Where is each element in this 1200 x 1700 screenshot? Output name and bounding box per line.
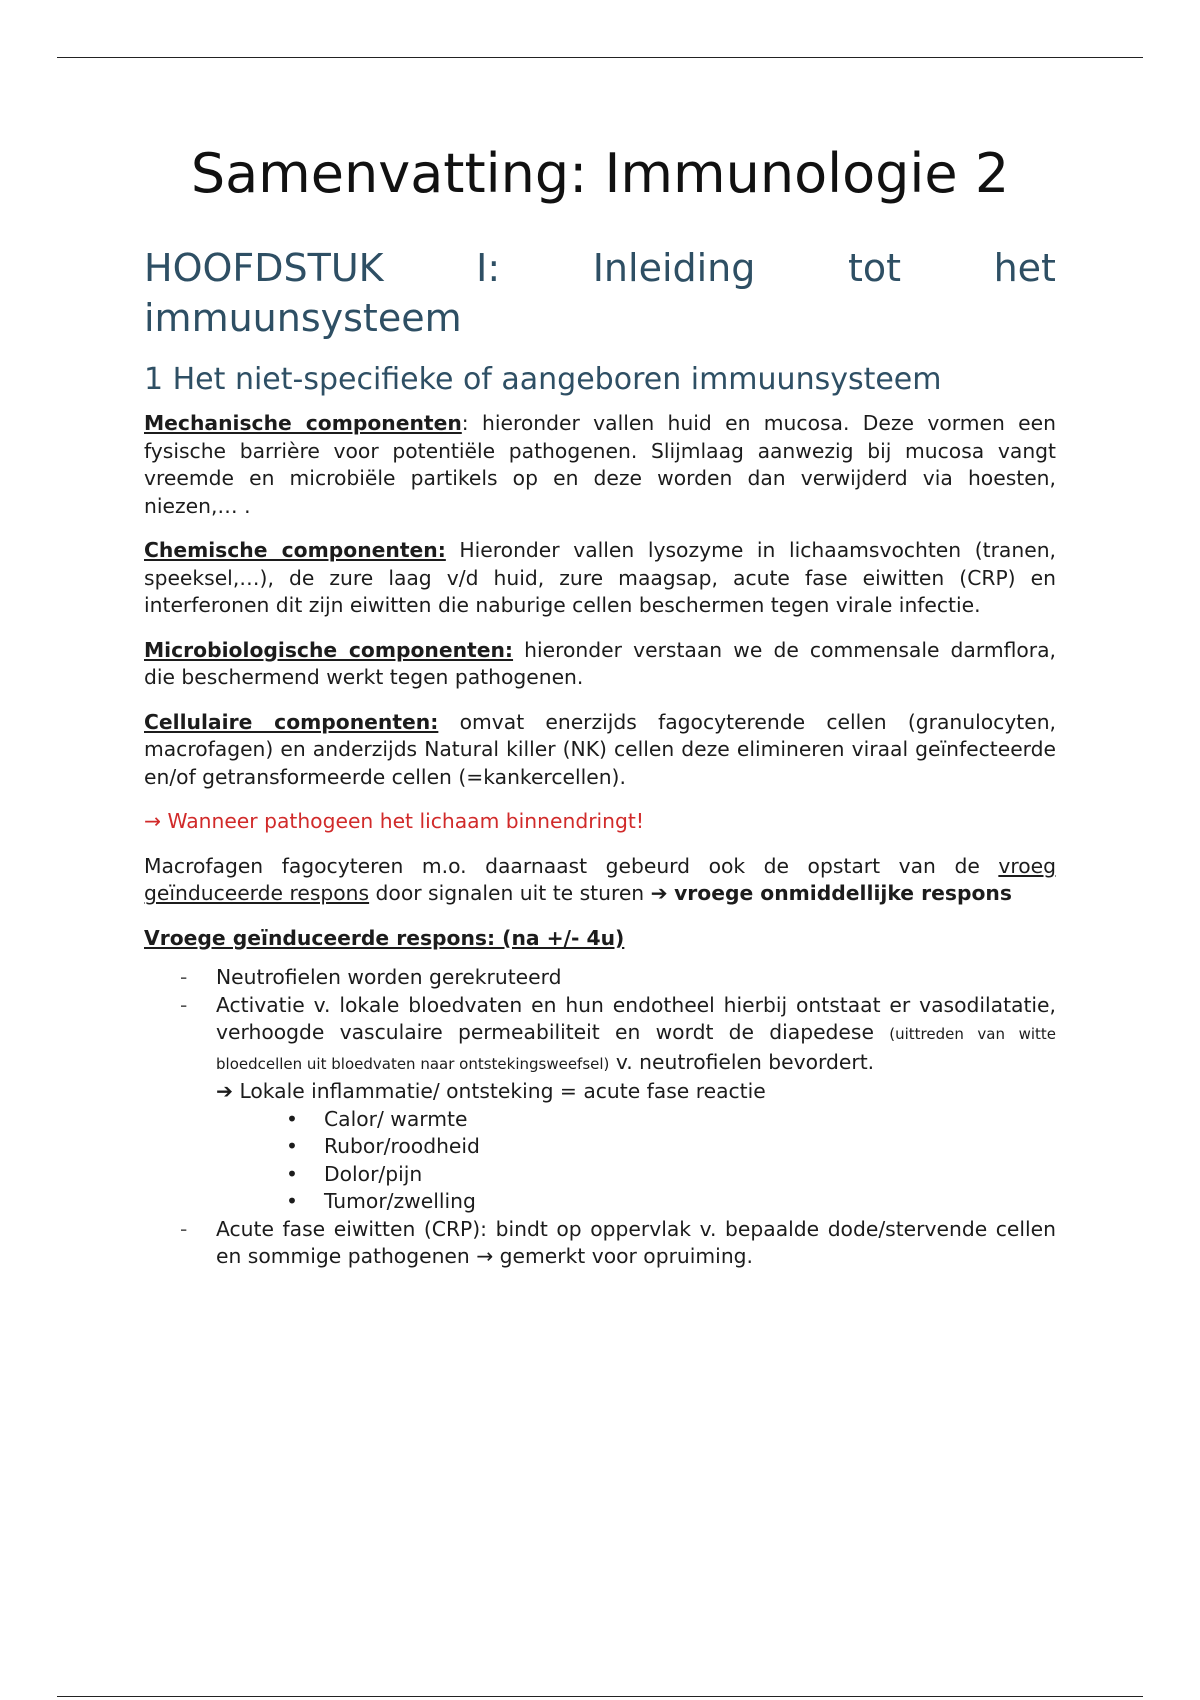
early-response-heading: Vroege geïnduceerde respons: (na +/- 4u) [144,925,625,950]
document-title: Samenvatting: Immunologie 2 [190,142,1010,205]
bold-term: vroege onmiddellijke respons [674,881,1012,905]
underlined-term: vroeg geïnduceerde respons [144,853,1056,905]
bullet-text: Dolor/pijn [324,1161,423,1186]
bullet-item [286,1106,1056,1134]
bullet-item [286,1188,1056,1216]
bullet-marker: • [286,1161,298,1186]
paragraph-chemical [144,537,1056,620]
early-response-list [144,964,1056,1271]
chapter-heading [144,243,1056,343]
paragraph-text: : hieronder vallen huid en mucosa. Deze vormen een fysische barrière voor potentiële pathogenen. Slijmlaag aanwezig bij mucosa vangt vreemde en microbiële partikels op en deze worden dan verwijderd via hoesten, niezen,… . [144,411,1056,518]
dash-marker: - [180,965,188,989]
bullet-text: Tumor/zwelling [324,1189,476,1213]
paragraph-label: Cellulaire componenten: [144,709,439,734]
alert-line: → Wanneer pathogeen het lichaam binnendringt! [144,809,644,833]
paragraph-text: Hieronder vallen lysozyme in lichaamsvochten (tranen, speeksel,…), de zure laag v/d huid, zure maagsap, acute fase eiwitten (CRP) en interferonen dit zijn eiwitten die naburige cellen beschermen tegen virale infectie. [144,538,1056,617]
chapter-word: Inleiding [592,246,756,290]
small-note: (uittreden van witte bloedcellen uit bloedvaten naar ontstekingsweefsel) [216,1025,1056,1073]
list-item [180,992,1056,1216]
paragraph-text: omvat enerzijds fagocyterende cellen (granulocyten, macrofagen) en anderzijds Natural killer (NK) cellen deze elimineren viraal geïnfecteerde en/of getransformeerde cellen (=kankercellen). [144,709,1057,789]
bullet-marker: • [286,1106,298,1131]
paragraph-label: Microbiologische componenten: [144,637,514,662]
list-item-text: Neutrofielen worden gerekruteerd [216,965,562,989]
paragraph-label: Chemische componenten: [144,538,446,562]
chapter-heading-line2: immuunsysteem [144,296,462,340]
inflammation-signs [216,1106,1056,1216]
list-item [180,964,1056,992]
paragraph-cellular [144,709,1056,792]
chapter-word: tot [847,246,902,290]
chapter-word: HOOFDSTUK [144,246,384,290]
bullet-item [286,1133,1056,1161]
list-item-text: Activatie v. lokale bloedvaten en hun endotheel hierbij ontstaat er vasodilatatie, verhoogde vasculaire permeabiliteit en wordt de diapedese [216,992,1056,1044]
chapter-word: het [993,246,1056,290]
paragraph-text: door signalen uit te sturen ➔ [369,881,675,905]
list-item-text: v. neutrofielen bevordert. [609,1049,875,1074]
bullet-text: Calor/ warmte [324,1106,468,1131]
bullet-item [286,1161,1056,1189]
paragraph-microbiological [144,637,1056,692]
dash-marker: - [180,1216,188,1241]
list-item [180,1216,1056,1271]
dash-marker: - [180,992,188,1017]
paragraph-label: Mechanische componenten [144,411,462,435]
footer-rule [57,1696,1143,1697]
arrow-line: ➔ Lokale inflammatie/ ontsteking = acute fase reactie [216,1079,766,1103]
bullet-marker: • [286,1134,298,1158]
bullet-marker: • [286,1189,298,1213]
paragraph-macrophages [144,853,1056,908]
section-heading: 1 Het niet-specifieke of aangeboren immuunsysteem [144,362,942,397]
bullet-text: Rubor/roodheid [324,1134,480,1158]
document-body [144,410,1056,1271]
paragraph-text: Macrofagen fagocyteren m.o. daarnaast gebeurd ook de opstart van de [144,853,999,878]
list-item-text: Acute fase eiwitten (CRP): bindt op oppervlak v. bepaalde dode/stervende cellen en sommige pathogenen → gemerkt voor opruiming. [216,1216,1056,1268]
paragraph-text: hieronder verstaan we de commensale darmflora, die beschermend werkt tegen pathogenen. [144,637,1056,689]
paragraph-mechanical [144,410,1056,520]
chapter-word: I: [476,246,501,290]
chapter-heading-line1 [144,243,1056,293]
header-rule [57,57,1143,58]
